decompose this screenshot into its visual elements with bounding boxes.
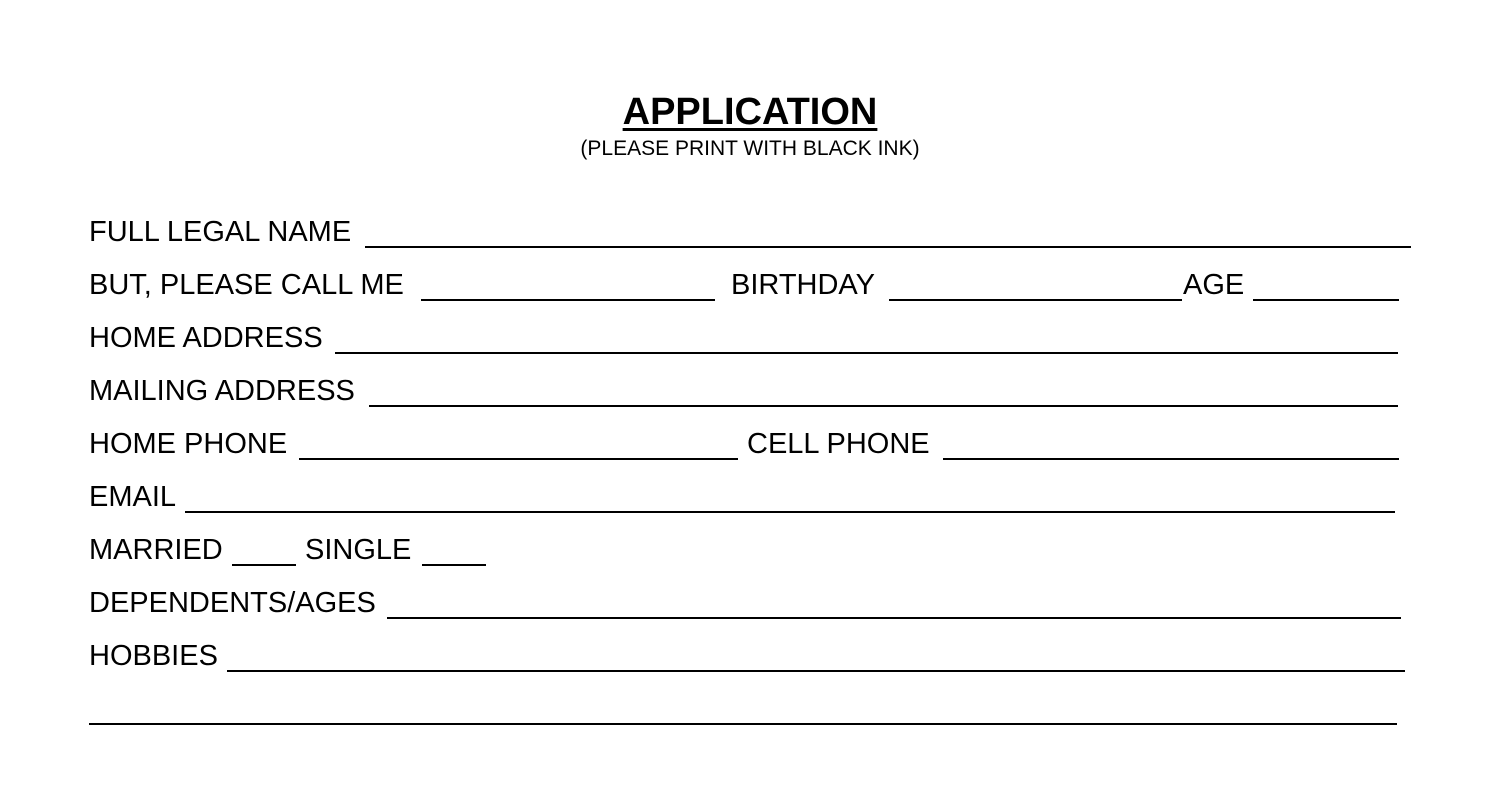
mailing-address-field[interactable] bbox=[369, 405, 1398, 407]
cell-phone-label: CELL PHONE bbox=[747, 428, 930, 460]
full-legal-name-label: FULL LEGAL NAME bbox=[89, 216, 352, 248]
hobbies-field[interactable] bbox=[227, 670, 1405, 672]
phone-row bbox=[89, 426, 1414, 462]
call-me-label: BUT, PLEASE CALL ME bbox=[89, 269, 404, 301]
hobbies-continuation-field[interactable] bbox=[89, 723, 1397, 725]
cell-phone-field[interactable] bbox=[943, 458, 1399, 460]
single-label: SINGLE bbox=[305, 534, 412, 566]
form-subtitle: (PLEASE PRINT WITH BLACK INK) bbox=[580, 137, 920, 160]
form-title-text: APPLICATION bbox=[622, 91, 878, 133]
marital-status-row bbox=[89, 532, 1414, 568]
home-address-label: HOME ADDRESS bbox=[89, 322, 323, 354]
age-label: AGE bbox=[1183, 269, 1245, 301]
home-phone-label: HOME PHONE bbox=[89, 428, 288, 460]
hobbies-row bbox=[89, 638, 1414, 674]
hobbies-label: HOBBIES bbox=[89, 640, 218, 672]
home-address-row bbox=[89, 320, 1414, 356]
home-address-field[interactable] bbox=[335, 352, 1398, 354]
age-field[interactable] bbox=[1253, 299, 1399, 301]
birthday-label: BIRTHDAY bbox=[731, 269, 875, 301]
married-label: MARRIED bbox=[89, 534, 223, 566]
email-field[interactable] bbox=[185, 511, 1395, 513]
full-legal-name-field[interactable] bbox=[365, 246, 1411, 248]
form-title bbox=[0, 88, 1500, 136]
call-me-row bbox=[89, 267, 1414, 303]
extra-line-row bbox=[89, 691, 1414, 727]
birthday-field[interactable] bbox=[889, 299, 1182, 301]
call-me-field[interactable] bbox=[421, 299, 715, 301]
home-phone-field[interactable] bbox=[299, 458, 738, 460]
single-field[interactable] bbox=[422, 564, 486, 566]
mailing-address-label: MAILING ADDRESS bbox=[89, 375, 355, 407]
married-field[interactable] bbox=[232, 564, 296, 566]
dependents-row bbox=[89, 585, 1414, 621]
dependents-ages-label: DEPENDENTS/AGES bbox=[89, 587, 376, 619]
dependents-ages-field[interactable] bbox=[387, 617, 1401, 619]
mailing-address-row bbox=[89, 373, 1414, 409]
email-row bbox=[89, 479, 1414, 515]
full-legal-name-row bbox=[89, 214, 1414, 250]
email-label: EMAIL bbox=[89, 481, 177, 513]
